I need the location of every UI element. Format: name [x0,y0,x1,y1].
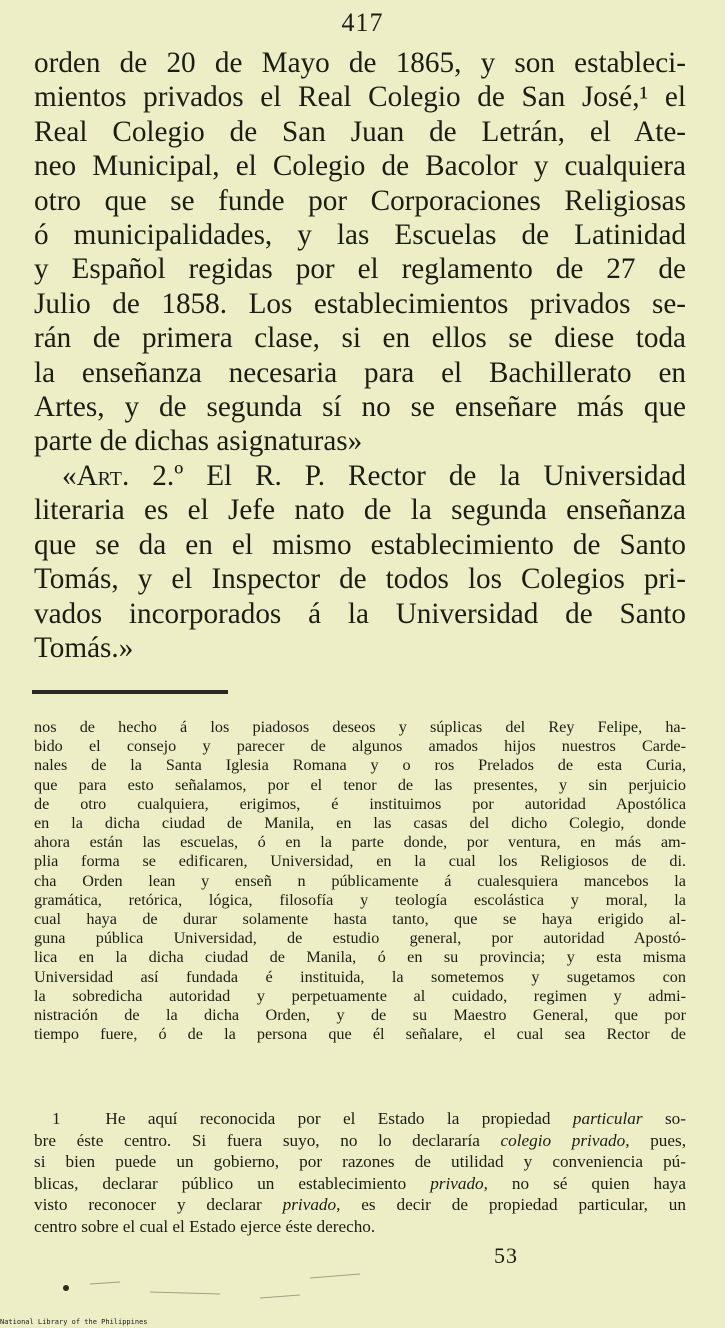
footnote-line: nales de la Santa Iglesia Romana y o ros Prelados de esta Curia, [34,756,686,775]
footnote-1-line [34,1108,686,1130]
article-line: vados incorporados á la Universidad de Santo [34,597,686,630]
main-line: Real Colegio de San Juan de Letrán, el Ate- [34,115,686,148]
main-line: otro que se funde por Corporaciones Religiosas [34,184,686,217]
smudge-dot [63,1285,69,1291]
footnote-marker: 1 [52,1109,61,1128]
main-line: rán de primera clase, si en ellos se diese toda [34,322,686,355]
footnote-line: la sobredicha autoridad y perpetuamente al cuidado, regimen y admi- [34,986,686,1005]
article-line: Tomás, y el Inspector de todos los Colegios pri- [34,563,686,596]
footnote-line: plia forma se edificaren, Universidad, en la cual los Religiosos de di. [34,852,686,871]
footnote-line: tiempo fuere, ó de la persona que él señalare, el cual sea Rector de [34,1025,686,1044]
main-line: mientos privados el Real Colegio de San José,¹ el [34,81,686,114]
footnote-line: en la dicha ciudad de Manila, en las casas del dicho Colegio, donde [34,814,686,833]
footnote-text: pues, [629,1130,686,1150]
footnote-emphasis: particular [572,1109,643,1128]
article-line: literaria es el Jefe nato de la segunda enseñanza [34,494,686,527]
main-line: Julio de 1858. Los establecimientos privados se- [34,287,686,320]
quote-mark: « [62,459,77,492]
footnote-separator-rule [32,690,228,694]
footnote-1-line: si bien puede un gobierno, por razones de utilidad y conveniencia pú- [34,1152,686,1172]
article-line: que se da en el mismo establecimiento de Santo [34,528,686,561]
footnote-line: ahora están las escuelas, ó en la parte donde, por ventura, en más am- [34,833,686,852]
main-line: ó municipalidades, y las Escuelas de Latinidad [34,219,686,252]
footnote-continuation [34,718,686,1044]
main-line: neo Municipal, el Colegio de Bacolor y cualquiera [34,150,686,183]
footnote-line: de otro cualquiera, erigimos, é instituimos por autoridad Apostólica [34,794,686,813]
main-line: y Español regidas por el reglamento de 27 de [34,253,686,286]
footnote-text: so- [642,1109,687,1128]
footnote-line: bido el consejo y parecer de algunos amados hijos nuestros Carde- [34,737,686,756]
signature-mark: 53 [494,1243,518,1268]
footnote-1-line [34,1130,686,1152]
footnote-1-line: centro sobre el cual el Estado ejerce éste derecho. [34,1216,376,1236]
footnote-emphasis: colegio privado, [500,1130,630,1150]
article-label: Art. [76,459,130,492]
page-number: 417 [341,8,384,37]
footnote-text: bre éste centro. Si fuera suyo, no lo declararía [34,1130,501,1150]
footnote-line: que para esto señalamos, por el tenor de las presentes, y sin perjuicio [34,775,686,794]
footnote-line: gramática, retórica, lógica, filosofía y teología escolástica y moral, la [34,890,686,909]
main-line: Artes, y de segunda sí no se enseñare más que [34,391,686,424]
footnote-text: blicas, declarar público un establecimiento [34,1173,431,1193]
footnote-line: cual haya de durar solamente hasta tanto, que se haya erigido al- [34,910,686,929]
footnote-line: guna pública Universidad, de estudio general, por autoridad Apostó- [34,929,686,948]
article-heading-line [34,459,686,493]
footnote-1-line [34,1194,686,1216]
footnote-text: visto reconocer y declarar [34,1195,283,1215]
footnote-text: He aquí reconocida por el Estado la propiedad [105,1109,573,1128]
footnote-1 [34,1108,686,1238]
main-text [34,46,686,665]
library-credit: National Library of the Philippines [0,1318,148,1326]
article-heading-rest: 2.º El R. P. Rector de la Universidad [152,459,687,492]
main-line: orden de 20 de Mayo de 1865, y son estableci- [34,47,686,79]
footnote-line: nistración de la dicha Orden, y de su Maestro General, que por [34,1006,686,1025]
print-smudges [60,1264,380,1304]
article-line: Tomás.» [34,631,134,664]
footnote-line: lica en la dicha ciudad de Manila, ó en su provincia; y esta misma [34,948,686,967]
footnote-line: cha Orden lean y enseñ n públicamente á cualesquiera mancebos la [34,871,686,890]
footnote-emphasis: privado, [430,1173,488,1193]
footnote-line: Universidad así fundada é instituida, la sometemos y sugetamos con [34,967,686,986]
smudge-lines [90,1274,360,1298]
footnote-line: nos de hecho á los piadosos deseos y súplicas del Rey Felipe, ha- [34,718,686,736]
footnote-text: es decir de propiedad particular, un [340,1195,686,1215]
footnote-1-line [34,1173,686,1195]
main-line: la enseñanza necesaria para el Bachillerato en [34,356,686,389]
main-line: parte de dichas asignaturas» [34,425,363,458]
footnote-emphasis: privado, [282,1195,341,1215]
footnote-text: no sé quien haya [487,1173,686,1193]
